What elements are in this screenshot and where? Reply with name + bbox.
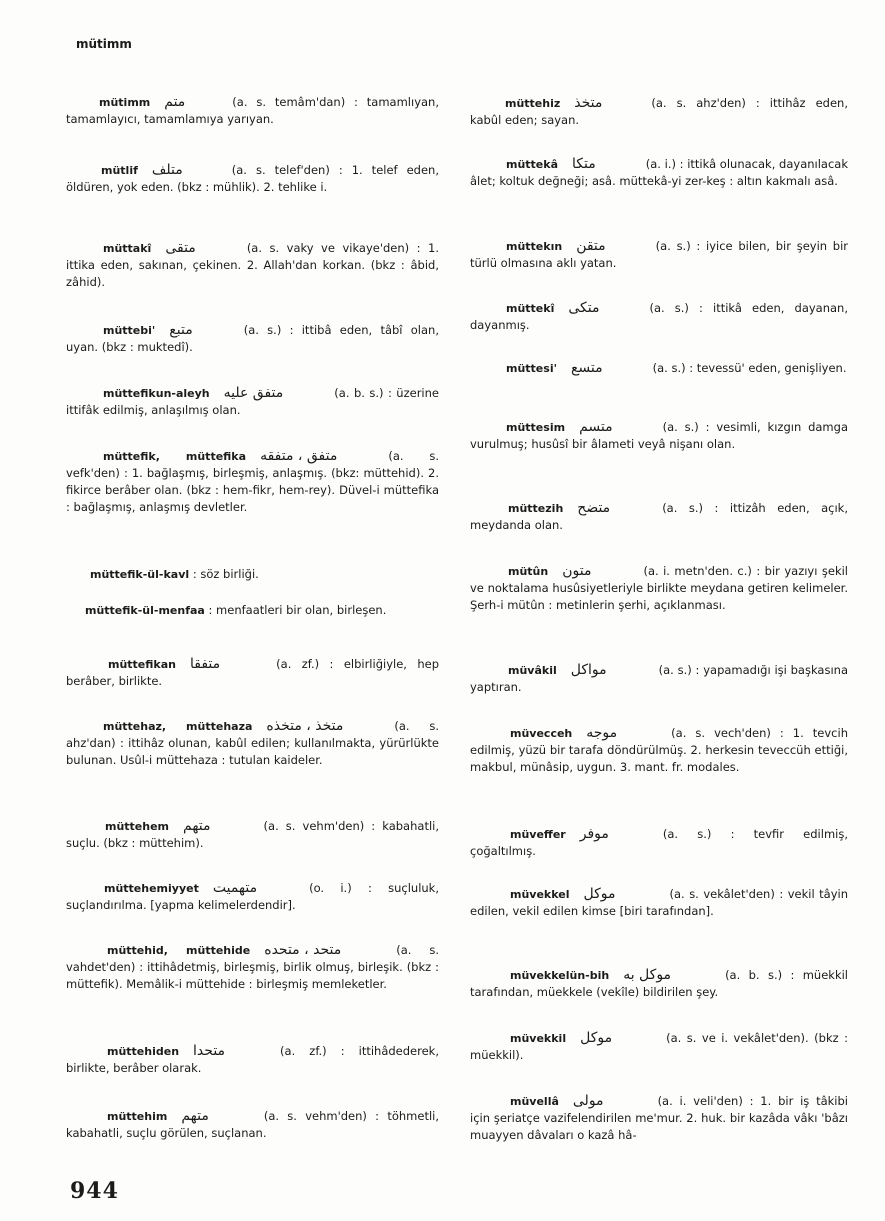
entry-definition: (a. s.) : yapamadığı işi başkasına yaptıran. (470, 663, 848, 694)
entry-arabic-script: مواكل (570, 662, 607, 678)
entry-definition: (a. s.) : ittikâ eden, dayanan, dayanmış. (470, 301, 848, 332)
entry-arabic-script: متكى (568, 300, 600, 316)
entry-arabic-script: متم (164, 94, 186, 110)
entry-headword: müttakî (103, 242, 152, 255)
entry-arabic-script: متهم (181, 1108, 209, 1124)
entry-headword: müttehim (107, 1110, 168, 1123)
dictionary-entry (470, 826, 848, 860)
entry-headword: müvellâ (510, 1095, 559, 1108)
entry-definition: (a. i. veli'den) : 1. bir iş tâkibi için şeriatçe vazifelendirilen me'mur. 2. huk. bir kazâda vâkı 'bâzı muayyen dâvaları o kazâ hâ- (470, 1094, 848, 1142)
entry-arabic-script: متحدا (193, 1043, 226, 1059)
entry-definition: (a. s. ahz'den) : ittihâz eden, kabûl eden; sayan. (470, 96, 848, 127)
entry-arabic-script: موكل (583, 886, 616, 902)
entry-headword: müttehiden (107, 1045, 180, 1058)
entry-arabic-script: متقن (576, 238, 606, 254)
page-number: 944 (70, 1178, 119, 1204)
dictionary-entry (66, 94, 439, 128)
entry-headword: müvecceh (510, 727, 573, 740)
entry-headword: müttehiz (505, 97, 561, 110)
entry-headword: müttefik, müttefika (103, 450, 247, 463)
entry-headword: müttefikan (108, 658, 176, 671)
entry-definition: (a. s.) : vesimli, kızgın damga vurulmuş; husûsî bir âlameti veyâ nişanı olan. (470, 420, 848, 451)
dictionary-entry (66, 240, 439, 291)
dictionary-entry (66, 818, 439, 852)
entry-arabic-script: موجه (586, 725, 618, 741)
entry-arabic-script: متسع (570, 360, 603, 376)
entry-arabic-script: متخذ (574, 95, 603, 111)
entry-definition: (a. s. ve i. vekâlet'den). (bkz : müekkil). (470, 1031, 848, 1062)
entry-headword: mütûn (508, 565, 549, 578)
entry-arabic-script: متون (562, 563, 592, 579)
dictionary-entry (66, 322, 439, 356)
dictionary-entry (66, 942, 439, 993)
entry-headword: müvekkelün-bih (510, 969, 610, 982)
entry-definition: (a. s. vehm'den) : kabahatli, suçlu. (bkz : müttehim). (66, 819, 439, 850)
entry-arabic-script: موفر (579, 826, 609, 842)
entry-definition: (a. s. vekâlet'den) : vekil tâyin edilen, vekil edilen kimse [biri tarafından]. (470, 887, 848, 918)
entry-headword: müttesi' (506, 362, 557, 375)
entry-definition: (a. s. vehm'den) : töhmetli, kabahatli, suçlu görülen, suçlanan. (66, 1109, 439, 1140)
entry-headword: müttebi' (103, 324, 156, 337)
dictionary-entry (66, 1108, 439, 1142)
entry-headword: müttekâ (506, 158, 559, 171)
entry-headword: müttefik-ül-kavl (90, 568, 190, 581)
entry-arabic-script: متهميت (212, 880, 258, 896)
entry-definition: (a. s.) : ittibâ eden, tâbî olan, uyan. (bkz : muktedî). (66, 323, 439, 354)
entry-definition: (a. s.) : tevessü' eden, genişliyen. (652, 361, 847, 375)
entry-headword: müttefik-ül-menfaa (85, 604, 205, 617)
entry-headword: müttehemiyyet (104, 882, 199, 895)
dictionary-entry (66, 162, 439, 196)
entry-headword: müvekkil (510, 1032, 567, 1045)
dictionary-entry (470, 1030, 848, 1064)
entry-headword: müttefikun-aleyh (103, 387, 210, 400)
entry-definition: (a. s. vaky ve vikaye'den) : 1. ittika eden, sakınan, çekinen. 2. Allah'dan korkan. (bkz : âbid, zâhid). (66, 241, 439, 289)
dictionary-entry (66, 385, 439, 419)
dictionary-entry (470, 1093, 848, 1144)
entry-definition: (a. s. telef'den) : 1. telef eden, öldüren, yok eden. (bkz : mühlik). 2. tehlike i. (66, 163, 439, 194)
entry-definition: (o. i.) : suçluluk, suçlandırılma. [yapma kelimelerdendir]. (66, 881, 439, 912)
entry-arabic-script: متفق عليه (223, 385, 284, 401)
dictionary-entry (470, 300, 848, 334)
entry-arabic-script: متحد ، متحده (264, 942, 342, 958)
dictionary-entry (470, 156, 848, 190)
entry-definition: (a. b. s.) : müekkil tarafından, müekkele (vekîle) bildirilen şey. (470, 968, 848, 999)
dictionary-entry (470, 95, 848, 129)
entry-arabic-script: متسم (579, 419, 613, 435)
entry-arabic-script: متخذ ، متخذه (266, 718, 344, 734)
entry-arabic-script: موكل به (623, 967, 672, 983)
entry-headword: müvâkil (508, 664, 557, 677)
entry-definition: (a. s. ahz'dan) : ittihâz olunan, kabûl edilen; kullanılmakta, yürürlükte bulunan. Usûl-i müttehaza : tutulan kaideler. (66, 719, 439, 767)
running-header: mütimm (76, 37, 132, 51)
entry-definition: (a. s. temâm'dan) : tamamlıyan, tamamlayıcı, tamamlamıya yarıyan. (66, 95, 439, 126)
entry-headword: müvekkel (510, 888, 570, 901)
entry-definition: (a. b. s.) : üzerine ittifâk edilmiş, anlaşılmış olan. (66, 386, 439, 417)
dictionary-entry (66, 602, 439, 619)
dictionary-entry (470, 662, 848, 696)
entry-definition: (a. s. vech'den) : 1. tevcih edilmiş, yüzü bir tarafa döndürülmüş. 2. herkesin teveccüh ettiği, makbul, münâsip, uygun. 3. mant. fr. modales. (470, 726, 848, 774)
dictionary-entry (66, 880, 439, 914)
entry-definition: : söz birliği. (192, 567, 259, 581)
entry-arabic-script: متفقا (190, 656, 221, 672)
dictionary-entry (66, 718, 439, 769)
dictionary-entry (470, 563, 848, 614)
dictionary-entry (66, 448, 439, 516)
dictionary-entry (470, 419, 848, 453)
entry-arabic-script: متبع (169, 322, 193, 338)
entry-headword: müttesim (506, 421, 566, 434)
entry-arabic-script: متقى (165, 240, 196, 256)
entry-definition: (a. s. vefk'den) : 1. bağlaşmış, birleşmiş, anlaşmış. (bkz: müttehid). 2. fikirce berâber olan. (bkz : hem-fikr, hem-rey). Düvel-i müttefika : bağlaşmış, anlaşmış devletler. (66, 449, 439, 514)
entry-definition: (a. i. metn'den. c.) : bir yazıyı şekil ve noktalama husûsiyetleriyle birlikte meydana getiren kelimeler. Şerh-i mütûn : metinlerin şerhi, açıklanması. (470, 564, 848, 612)
entry-arabic-script: متفق ، متفقه (260, 448, 338, 464)
entry-arabic-script: متهم (183, 818, 211, 834)
entry-definition: (a. s.) : ittizâh eden, açık, meydanda olan. (470, 501, 848, 532)
entry-definition: (a. s.) : tevfir edilmiş, çoğaltılmış. (470, 827, 848, 858)
entry-headword: müttehaz, müttehaza (103, 720, 253, 733)
entry-definition: (a. i.) : ittikâ olunacak, dayanılacak âlet; koltuk değneği; asâ. müttekâ-yi zer-keş : altın kakmalı asâ. (470, 157, 848, 188)
entry-headword: mütlif (101, 164, 138, 177)
dictionary-entry (66, 1043, 439, 1077)
entry-definition: (a. s.) : iyice bilen, bir şeyin bir türlü olmasına aklı yatan. (470, 239, 848, 270)
dictionary-entry (470, 725, 848, 776)
entry-arabic-script: متكا (572, 156, 596, 172)
entry-headword: müttekın (506, 240, 563, 253)
dictionary-entry (66, 656, 439, 690)
entry-headword: müttehid, müttehide (107, 944, 251, 957)
entry-headword: müttekî (506, 302, 555, 315)
entry-headword: müveffer (510, 828, 566, 841)
entry-arabic-script: موكل (580, 1030, 613, 1046)
entry-definition: (a. s. vahdet'den) : ittihâdetmiş, birleşmiş, birlik olmuş, birleşik. (bkz : müttefik). Memâlik-i müttehide : birleşmiş memleketler. (66, 943, 439, 991)
dictionary-entry (470, 238, 848, 272)
entry-arabic-script: مولى (572, 1093, 604, 1109)
dictionary-entry (470, 500, 848, 534)
dictionary-entry (66, 566, 439, 583)
entry-definition: (a. zf.) : ittihâdederek, birlikte, berâber olarak. (66, 1044, 439, 1075)
entry-arabic-script: متلف (151, 162, 183, 178)
entry-arabic-script: متضح (577, 500, 611, 516)
entry-definition: : menfaatleri bir olan, birleşen. (208, 603, 387, 617)
entry-definition: (a. zf.) : elbirliğiyle, hep berâber, birlikte. (66, 657, 439, 688)
entry-headword: müttezih (508, 502, 564, 515)
entry-headword: mütimm (99, 96, 151, 109)
entry-headword: müttehem (105, 820, 170, 833)
dictionary-entry (470, 967, 848, 1001)
dictionary-entry (470, 360, 848, 377)
dictionary-entry (470, 886, 848, 920)
